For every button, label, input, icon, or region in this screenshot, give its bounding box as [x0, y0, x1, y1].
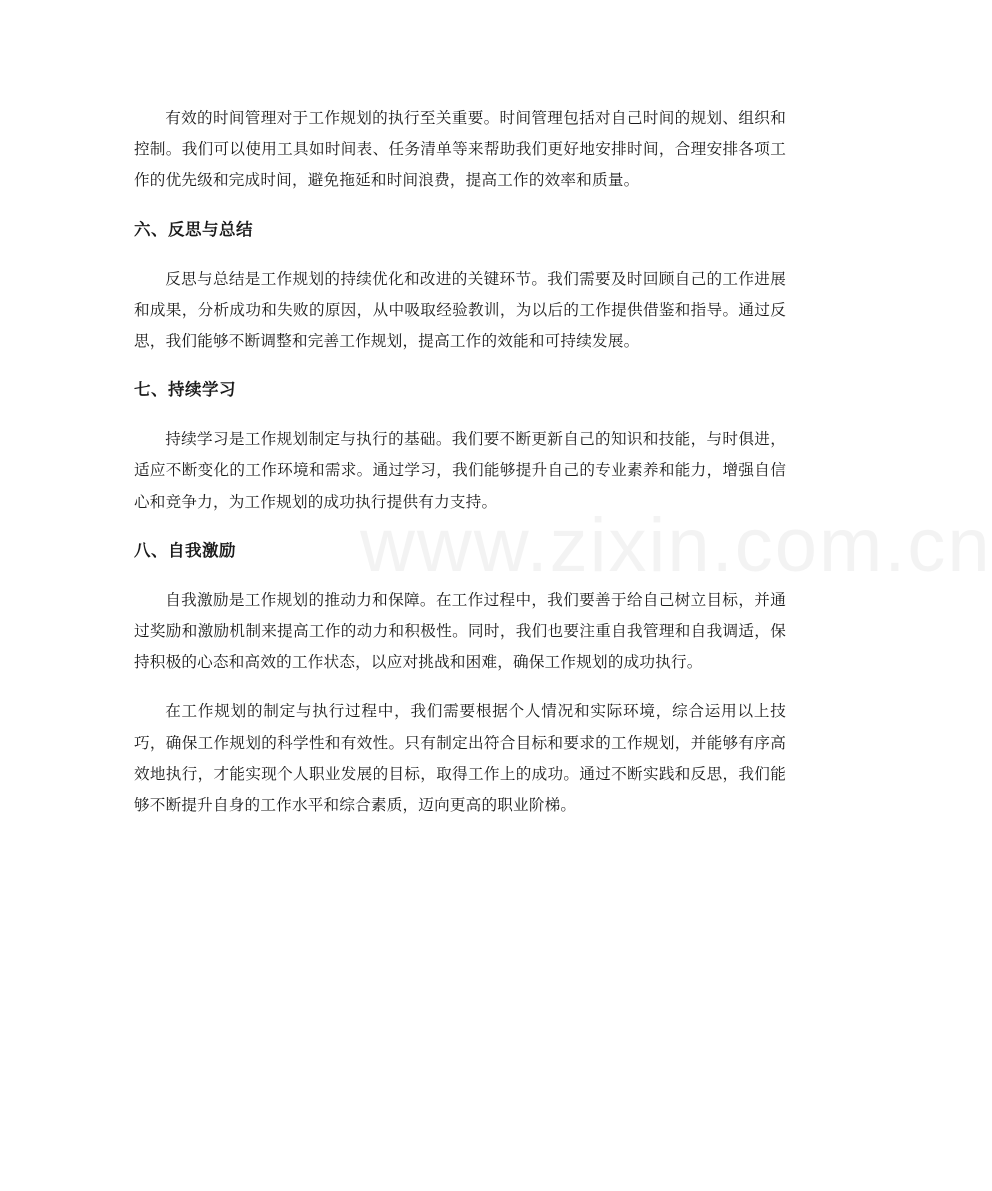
watermark: www.zixin.com.cn: [360, 503, 992, 588]
section-paragraph-reflection: 反思与总结是工作规划的持续优化和改进的关键环节。我们需要及时回顾自己的工作进展和成果，分析成功和失败的原因，从中吸取经验教训，为以后的工作提供借鉴和指导。通过反思，我们能够不断调整和完善工作规划，提高工作的效能和可持续发展。: [134, 269, 786, 351]
conclusion-paragraph: 在工作规划的制定与执行过程中，我们需要根据个人情况和实际环境，综合运用以上技巧，确保工作规划的科学性和有效性。只有制定出符合目标和要求的工作规划，并能够有序高效地执行，才能实现个人职业发展的目标，取得工作上的成功。通过不断实践和反思，我们能够不断提升自身的工作水平和综合素质，迈向更高的职业阶梯。: [134, 702, 786, 815]
intro-paragraph: 有效的时间管理对于工作规划的执行至关重要。时间管理包括对自己时间的规划、组织和控制。我们可以使用工具如时间表、任务清单等来帮助我们更好地安排时间，合理安排各项工作的优先级和完成时间，避免拖延和时间浪费，提高工作的效率和质量。: [134, 109, 786, 190]
section-paragraph-motivation: 自我激励是工作规划的推动力和保障。在工作过程中，我们要善于给自己树立目标，并通过奖励和激励机制来提高工作的动力和积极性。同时，我们也要注重自我管理和自我调适，保持积极的心态和高效的工作状态，以应对挑战和困难，确保工作规划的成功执行。: [134, 590, 786, 672]
section-paragraph-learning: 持续学习是工作规划制定与执行的基础。我们要不断更新自己的知识和技能，与时俱进，适应不断变化的工作环境和需求。通过学习，我们能够提升自己的专业素养和能力，增强自信心和竞争力，为工作规划的成功执行提供有力支持。: [134, 430, 786, 511]
document-page: [134, 103, 786, 839]
section-heading-reflection: 六、反思与总结: [134, 219, 253, 239]
section-heading-learning: 七、持续学习: [134, 380, 236, 400]
section-heading-motivation: 八、自我激励: [134, 540, 236, 560]
